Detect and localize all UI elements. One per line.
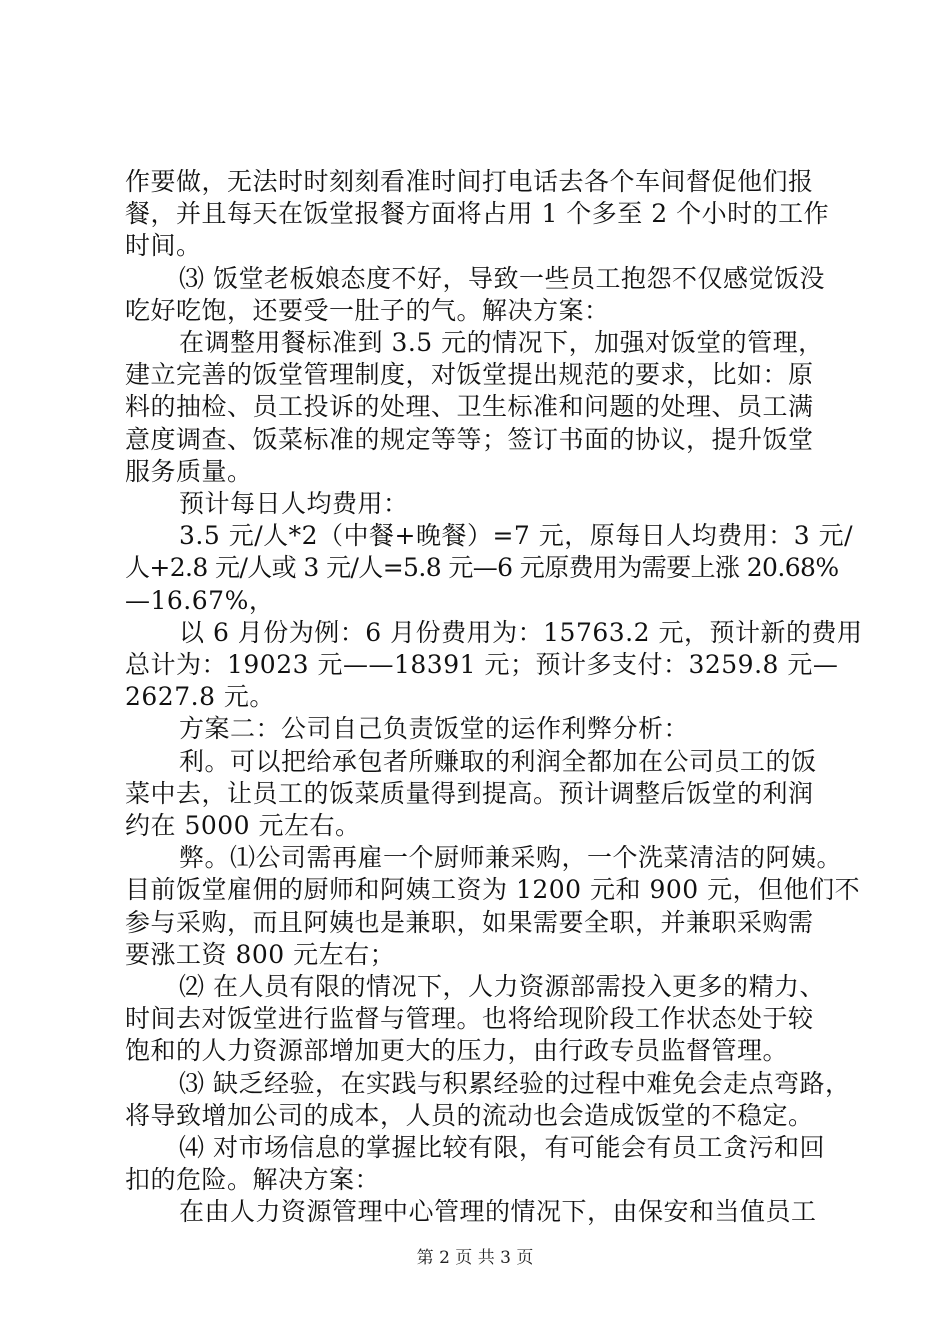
- body-line: 服务质量。: [125, 456, 253, 486]
- body-line: ⑶ 缺乏经验，在实践与积累经验的过程中难免会走点弯路，: [179, 1068, 851, 1098]
- body-line: ⑵ 在人员有限的情况下，人力资源部需投入更多的精力、: [179, 972, 825, 1001]
- body-line: 菜中去，让员工的饭菜质量得到提高。预计调整后饭堂的利润: [125, 778, 814, 808]
- body-line: 约在 5000 元左右。: [125, 811, 361, 840]
- body-line: 方案二：公司自己负责饭堂的运作利弊分析：: [179, 714, 690, 744]
- body-line: 时间去对饭堂进行监督与管理。也将给现阶段工作状态处于较: [125, 1004, 814, 1034]
- body-line: 吃好吃饱，还要受一肚子的气。解决方案：: [125, 295, 610, 325]
- body-line: 饱和的人力资源部增加更大的压力，由行政专员监督管理。: [125, 1036, 789, 1066]
- body-line: 建立完善的饭堂管理制度，对饭堂提出规范的要求，比如：原: [125, 360, 814, 390]
- body-line: 将导致增加公司的成本，人员的流动也会造成饭堂的不稳定。: [125, 1100, 814, 1130]
- body-line: —16.67%，: [125, 585, 275, 615]
- body-line: ⑶ 饭堂老板娘态度不好，导致一些员工抱怨不仅感觉饭没: [179, 263, 825, 293]
- body-line: 意度调查、饭菜标准的规定等等；签订书面的协议，提升饭堂: [125, 424, 814, 454]
- body-line: 料的抽检、员工投诉的处理、卫生标准和问题的处理、员工满: [125, 392, 814, 422]
- body-line: 利。可以把给承包者所赚取的利润全都加在公司员工的饭: [179, 746, 817, 776]
- body-line: 目前饭堂雇佣的厨师和阿姨工资为 1200 元和 900 元，但他们不: [125, 875, 861, 905]
- page-footer: 第 2 页 共 3 页: [416, 1248, 534, 1268]
- body-line: 3.5 元/人*2（中餐+晚餐）=7 元，原每日人均费用：3 元/: [179, 521, 854, 551]
- body-line: 扣的危险。解决方案：: [125, 1165, 381, 1195]
- body-line: 餐，并且每天在饭堂报餐方面将占用 1 个多至 2 个小时的工作: [125, 199, 830, 229]
- body-line: 弊。⑴公司需再雇一个厨师兼采购，一个洗菜清洁的阿姨。: [179, 843, 843, 873]
- body-line: ⑷ 对市场信息的掌握比较有限，有可能会有员工贪污和回: [179, 1133, 825, 1162]
- body-line: 参与采购，而且阿姨也是兼职，如果需要全职，并兼职采购需: [125, 907, 814, 937]
- body-line: 作要做，无法时时刻刻看准时间打电话去各个车间督促他们报: [125, 167, 814, 196]
- body-line: 人+2.8 元/人或 3 元/人=5.8 元—6 元原费用为需要上涨 20.68%: [125, 553, 839, 583]
- body-line: 时间。: [125, 231, 202, 261]
- body-line: 在由人力资源管理中心管理的情况下，由保安和当值员工: [179, 1197, 817, 1227]
- body-line: 总计为：19023 元——18391 元；预计多支付：3259.8 元—: [125, 650, 839, 679]
- body-line: 在调整用餐标准到 3.5 元的情况下，加强对饭堂的管理，: [179, 328, 824, 357]
- body-line: 2627.8 元。: [125, 682, 275, 712]
- body-line: 以 6 月份为例：6 月份费用为：15763.2 元，预计新的费用: [179, 617, 863, 647]
- body-line: 要涨工资 800 元左右；: [125, 939, 396, 969]
- body-line: 预计每日人均费用：: [179, 489, 409, 518]
